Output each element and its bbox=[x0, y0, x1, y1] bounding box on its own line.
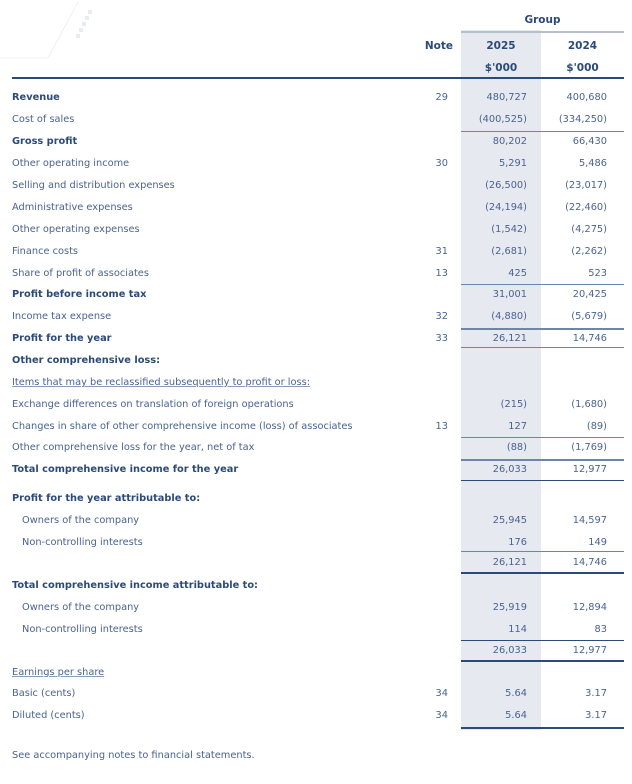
value-2024: 12,894 bbox=[572, 602, 607, 613]
row-label: Profit for the year attributable to: bbox=[12, 493, 201, 504]
row-label: Changes in share of other comprehensive income (loss) of associates bbox=[12, 421, 353, 432]
value-2025: (26,500) bbox=[485, 180, 527, 191]
table-row bbox=[0, 176, 632, 198]
table-row bbox=[0, 684, 632, 706]
table-row bbox=[0, 154, 632, 176]
footnote: See accompanying notes to financial statements. bbox=[12, 750, 255, 761]
value-2025: 80,202 bbox=[492, 136, 527, 147]
rule-profit-before-tax bbox=[461, 284, 624, 285]
row-label: Basic (cents) bbox=[12, 688, 76, 699]
row-label: Owners of the company bbox=[22, 602, 140, 613]
row-label: Administrative expenses bbox=[12, 202, 133, 213]
note-ref: 34 bbox=[435, 688, 448, 699]
value-2024: (23,017) bbox=[565, 180, 607, 191]
row-label: Finance costs bbox=[12, 246, 79, 257]
value-2025: (4,880) bbox=[491, 311, 527, 322]
row-label: Selling and distribution expenses bbox=[12, 180, 175, 191]
value-2024: (22,460) bbox=[565, 202, 607, 213]
table-row bbox=[0, 88, 632, 110]
table-row bbox=[0, 373, 632, 395]
value-2025: 26,033 bbox=[492, 464, 527, 475]
value-2024: 3.17 bbox=[585, 710, 607, 721]
row-label: Share of profit of associates bbox=[12, 268, 149, 279]
table-row bbox=[0, 220, 632, 242]
row-label: Gross profit bbox=[12, 136, 78, 147]
table-row bbox=[0, 663, 632, 685]
table-row bbox=[0, 110, 632, 132]
note-ref: 29 bbox=[435, 92, 448, 103]
table-row bbox=[0, 598, 632, 620]
value-2025: 480,727 bbox=[486, 92, 527, 103]
value-2025: 114 bbox=[508, 624, 527, 635]
note-ref: 13 bbox=[435, 421, 448, 432]
value-2025: (215) bbox=[500, 399, 527, 410]
value-2024: 66,430 bbox=[572, 136, 607, 147]
rule-tci-top bbox=[461, 459, 624, 461]
value-2024: 5,486 bbox=[578, 158, 607, 169]
value-2024: 14,597 bbox=[572, 515, 607, 526]
note-ref: 13 bbox=[435, 268, 448, 279]
value-2024: (2,262) bbox=[571, 246, 607, 257]
value-2025: (24,194) bbox=[485, 202, 527, 213]
header-divider bbox=[12, 77, 624, 79]
row-label: Earnings per share bbox=[12, 667, 105, 678]
value-2025: 31,001 bbox=[492, 289, 527, 300]
decorative-slash-icon bbox=[0, 0, 110, 60]
rule-tci-bottom bbox=[461, 480, 624, 481]
group-underline bbox=[461, 31, 624, 33]
rule-oci-total bbox=[461, 437, 624, 438]
value-2024: 400,680 bbox=[566, 92, 607, 103]
value-2025: 5,291 bbox=[498, 158, 527, 169]
table-row bbox=[0, 242, 632, 264]
table-row bbox=[0, 132, 632, 154]
value-2025: 25,919 bbox=[492, 602, 527, 613]
note-ref: 32 bbox=[435, 311, 448, 322]
note-ref: 30 bbox=[435, 158, 448, 169]
table-row bbox=[0, 198, 632, 220]
value-2024: (5,679) bbox=[571, 311, 607, 322]
row-label: Cost of sales bbox=[12, 114, 75, 125]
value-2025: 127 bbox=[508, 421, 527, 432]
table-row bbox=[0, 307, 632, 329]
row-label: Non-controlling interests bbox=[22, 537, 143, 548]
table-row bbox=[0, 706, 632, 728]
value-2024: 149 bbox=[588, 537, 607, 548]
table-row bbox=[0, 511, 632, 533]
value-2024: (1,769) bbox=[571, 442, 607, 453]
note-ref: 33 bbox=[435, 333, 448, 344]
table-row bbox=[0, 285, 632, 307]
row-label: Exchange differences on translation of foreign operations bbox=[12, 399, 294, 410]
row-label: Owners of the company bbox=[22, 515, 140, 526]
row-label: Other operating income bbox=[12, 158, 130, 169]
value-2024: (1,680) bbox=[571, 399, 607, 410]
rule-attrib-profit-subtotal bbox=[461, 551, 624, 552]
year-2024-header: 2024 bbox=[567, 40, 598, 52]
unit-2024-header: $'000 bbox=[566, 62, 599, 74]
rule-attrib-tci-total bbox=[461, 660, 624, 662]
table-row bbox=[0, 620, 632, 642]
value-2024: 3.17 bbox=[585, 688, 607, 699]
value-2024: (89) bbox=[586, 421, 607, 432]
rule-attrib-profit-total bbox=[461, 572, 624, 574]
value-2025: (88) bbox=[506, 442, 527, 453]
row-label: Diluted (cents) bbox=[12, 710, 85, 721]
value-2024: 14,746 bbox=[572, 333, 607, 344]
table-row bbox=[0, 417, 632, 439]
note-ref: 31 bbox=[435, 246, 448, 257]
table-row bbox=[0, 489, 632, 511]
table-row bbox=[0, 460, 632, 482]
table-row bbox=[0, 264, 632, 286]
value-2025: (1,542) bbox=[491, 224, 527, 235]
row-label: Other comprehensive loss for the year, net of tax bbox=[12, 442, 255, 453]
value-2024: 523 bbox=[588, 268, 607, 279]
rule-gross-profit bbox=[461, 131, 624, 132]
value-2025: (2,681) bbox=[491, 246, 527, 257]
row-label: Items that may be reclassified subsequently to profit or loss: bbox=[12, 377, 311, 388]
row-label: Total comprehensive income for the year bbox=[12, 464, 239, 475]
table-row bbox=[0, 438, 632, 460]
note-ref: 34 bbox=[435, 710, 448, 721]
table-row bbox=[0, 351, 632, 373]
row-label: Non-controlling interests bbox=[22, 624, 143, 635]
rule-profit-year-bottom bbox=[461, 347, 624, 348]
rule-eps-bottom bbox=[461, 727, 624, 729]
value-2025: 26,121 bbox=[492, 333, 527, 344]
row-label: Profit before income tax bbox=[12, 289, 147, 300]
value-2024: 14,746 bbox=[572, 557, 607, 568]
value-2024: 12,977 bbox=[572, 645, 607, 656]
row-label: Total comprehensive income attributable to: bbox=[12, 580, 258, 591]
value-2024: 83 bbox=[594, 624, 607, 635]
value-2025: 5.64 bbox=[505, 710, 527, 721]
row-label: Revenue bbox=[12, 92, 60, 103]
value-2025: 5.64 bbox=[505, 688, 527, 699]
rule-profit-year-top bbox=[461, 328, 624, 330]
value-2024: 12,977 bbox=[572, 464, 607, 475]
value-2025: (400,525) bbox=[478, 114, 527, 125]
value-2025: 26,033 bbox=[492, 645, 527, 656]
row-label: Income tax expense bbox=[12, 311, 112, 322]
value-2024: (4,275) bbox=[571, 224, 607, 235]
row-label: Other comprehensive loss: bbox=[12, 355, 161, 366]
unit-2025-header: $'000 bbox=[484, 62, 518, 74]
note-header: Note bbox=[424, 40, 453, 52]
table-row bbox=[0, 395, 632, 417]
value-2024: (334,250) bbox=[558, 114, 607, 125]
value-2025: 425 bbox=[508, 268, 527, 279]
group-header: Group bbox=[524, 14, 561, 26]
row-label: Profit for the year bbox=[12, 333, 112, 344]
value-2025: 25,945 bbox=[492, 515, 527, 526]
value-2025: 176 bbox=[508, 537, 527, 548]
row-label: Other operating expenses bbox=[12, 224, 140, 235]
table-row bbox=[0, 576, 632, 598]
value-2025: 26,121 bbox=[492, 557, 527, 568]
value-2024: 20,425 bbox=[572, 289, 607, 300]
year-2025-header: 2025 bbox=[486, 40, 516, 52]
rule-attrib-tci-subtotal bbox=[461, 640, 624, 641]
